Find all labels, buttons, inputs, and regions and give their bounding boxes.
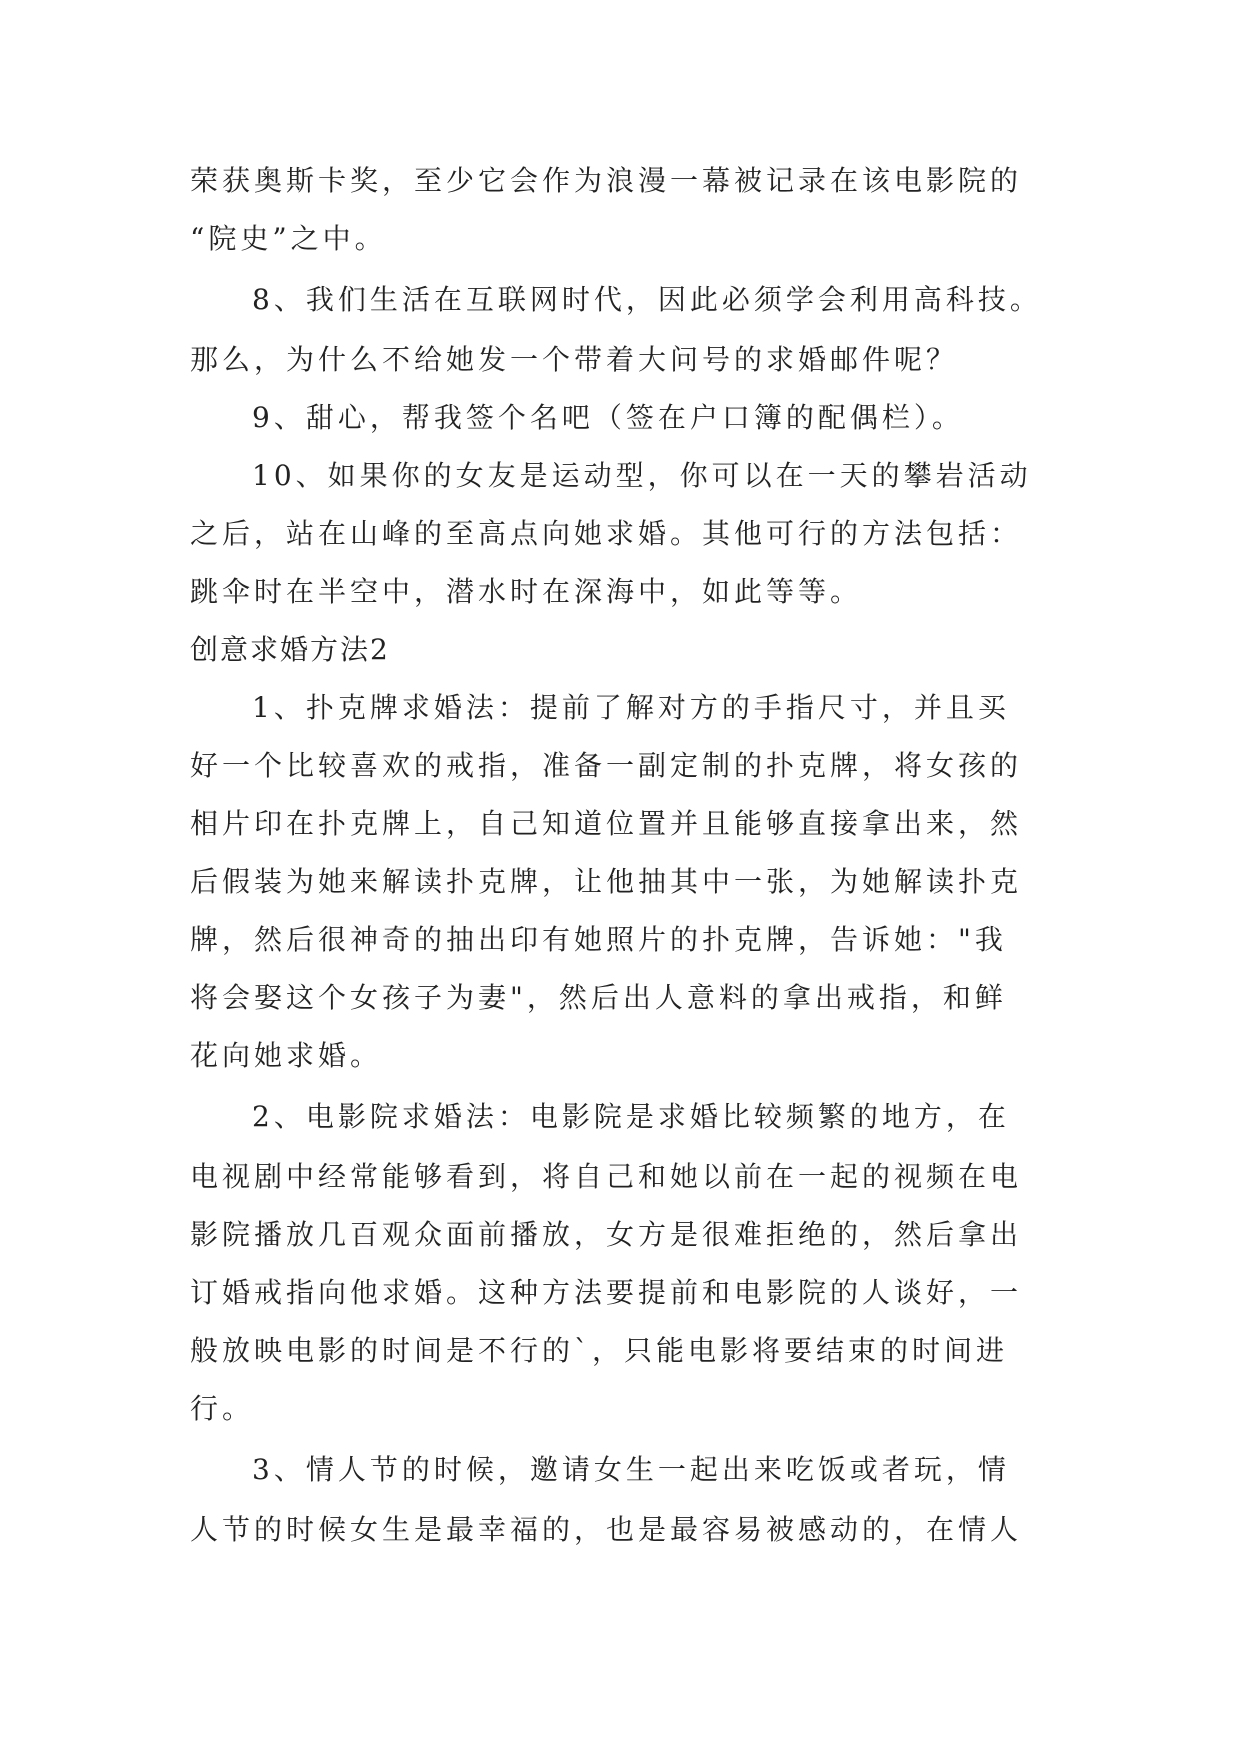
section-heading: 创意求婚方法2 <box>190 633 390 666</box>
text-line: 影院播放几百观众面前播放，女方是很难拒绝的，然后拿出 <box>190 1218 1023 1251</box>
text-line: 之后，站在山峰的至高点向她求婚。其他可行的方法包括： <box>190 517 1023 550</box>
text-line: 相片印在扑克牌上，自己知道位置并且能够直接拿出来，然 <box>190 807 1023 840</box>
text-line: 行。 <box>190 1392 255 1425</box>
text-line: 订婚戒指向他求婚。这种方法要提前和电影院的人谈好，一 <box>190 1276 1023 1309</box>
text-line: 那么，为什么不给她发一个带着大问号的求婚邮件呢？ <box>190 343 959 376</box>
text-line: 后假装为她来解读扑克牌，让他抽其中一张，为她解读扑克 <box>190 865 1023 898</box>
paragraph-start-8: 8、我们生活在互联网时代，因此必须学会利用高科技。 <box>252 282 1042 316</box>
text-line: 牌，然后很神奇的抽出印有她照片的扑克牌，告诉她："我 <box>190 923 1007 956</box>
text-line: 花向她求婚。 <box>190 1039 383 1072</box>
text-line: “院史”之中。 <box>190 222 387 255</box>
text-line: 将会娶这个女孩子为妻"，然后出人意料的拿出戒指，和鲜 <box>190 981 1007 1014</box>
paragraph-start-10: 10、如果你的女友是运动型，你可以在一天的攀岩活动 <box>252 459 1032 492</box>
text-line: 跳伞时在半空中，潜水时在深海中，如此等等。 <box>190 575 863 608</box>
text-line: 人节的时候女生是最幸福的，也是最容易被感动的，在情人 <box>190 1513 1023 1546</box>
text-line: 电视剧中经常能够看到，将自己和她以前在一起的视频在电 <box>190 1160 1023 1193</box>
paragraph-start-3: 3、情人节的时候，邀请女生一起出来吃饭或者玩，情 <box>252 1452 1010 1486</box>
paragraph-start-9: 9、甜心，帮我签个名吧（签在户口簿的配偶栏）。 <box>252 401 964 434</box>
text-line: 般放映电影的时间是不行的`，只能电影将要结束的时间进 <box>190 1334 1009 1367</box>
paragraph-start-2: 2、电影院求婚法：电影院是求婚比较频繁的地方，在 <box>252 1099 1010 1133</box>
text-line: 好一个比较喜欢的戒指，准备一副定制的扑克牌，将女孩的 <box>190 749 1023 782</box>
document-page <box>190 152 1052 1559</box>
text-line: 荣获奥斯卡奖，至少它会作为浪漫一幕被记录在该电影院的 <box>190 164 1023 197</box>
paragraph-start-1: 1、扑克牌求婚法：提前了解对方的手指尺寸，并且买 <box>252 691 1010 724</box>
